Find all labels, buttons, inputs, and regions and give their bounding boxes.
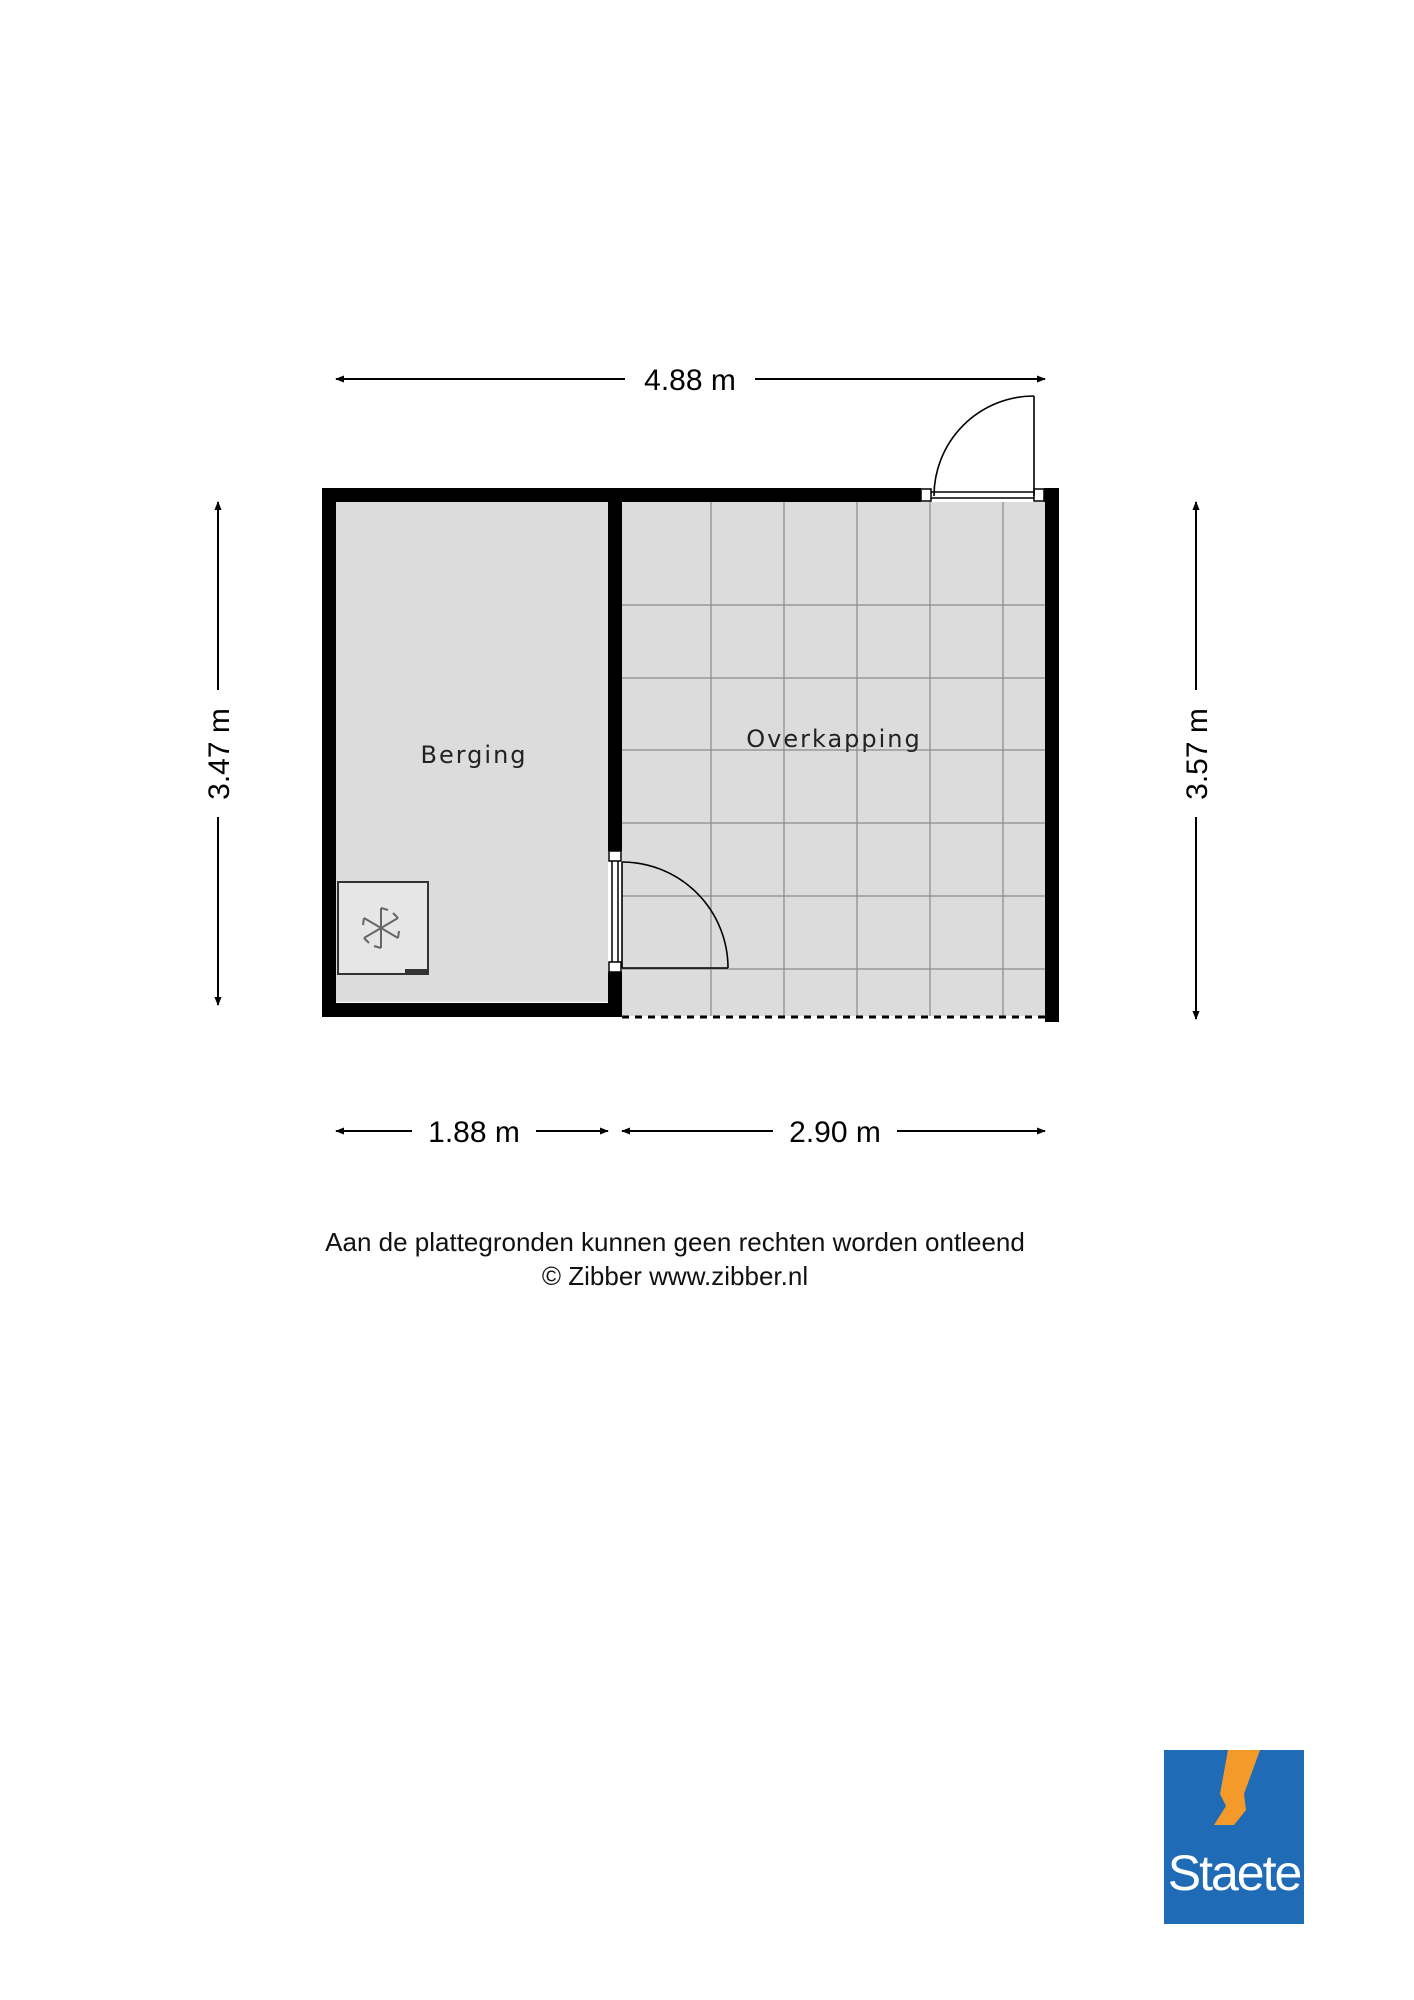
staete-logo-text: Staete <box>1167 1845 1301 1901</box>
dimension-label-berging-width: 1.88 m <box>428 1116 520 1149</box>
dimension-left-height <box>203 502 236 1005</box>
wall-right <box>1045 488 1059 1022</box>
dimension-label-left-height: 3.47 m <box>203 708 236 800</box>
dimension-label-right-height: 3.57 m <box>1181 708 1214 800</box>
room-label-berging: Berging <box>420 741 528 769</box>
door-overkapping-top <box>934 396 1034 496</box>
disclaimer-text: Aan de plattegronden kunnen geen rechten worden ontleend <box>325 1227 1025 1257</box>
staete-logo <box>1164 1750 1304 1924</box>
dimension-label-overkapping-width: 2.90 m <box>789 1116 881 1149</box>
dimension-total-width <box>336 364 1045 397</box>
wall-left <box>322 488 336 1017</box>
copyright-text: © Zibber www.zibber.nl <box>541 1261 809 1291</box>
dimension-overkapping-width <box>622 1116 1045 1149</box>
boiler-unit <box>338 882 428 974</box>
room-label-overkapping: Overkapping <box>746 725 922 753</box>
overkapping-floor <box>622 502 1056 1016</box>
dimension-berging-width <box>336 1116 608 1149</box>
wall-divider-lower <box>608 972 622 1017</box>
dimension-right-height <box>1181 502 1214 1019</box>
dimension-label-total-width: 4.88 m <box>644 364 736 397</box>
wall-bottom-berging <box>322 1003 622 1017</box>
wall-divider-upper <box>608 488 622 851</box>
